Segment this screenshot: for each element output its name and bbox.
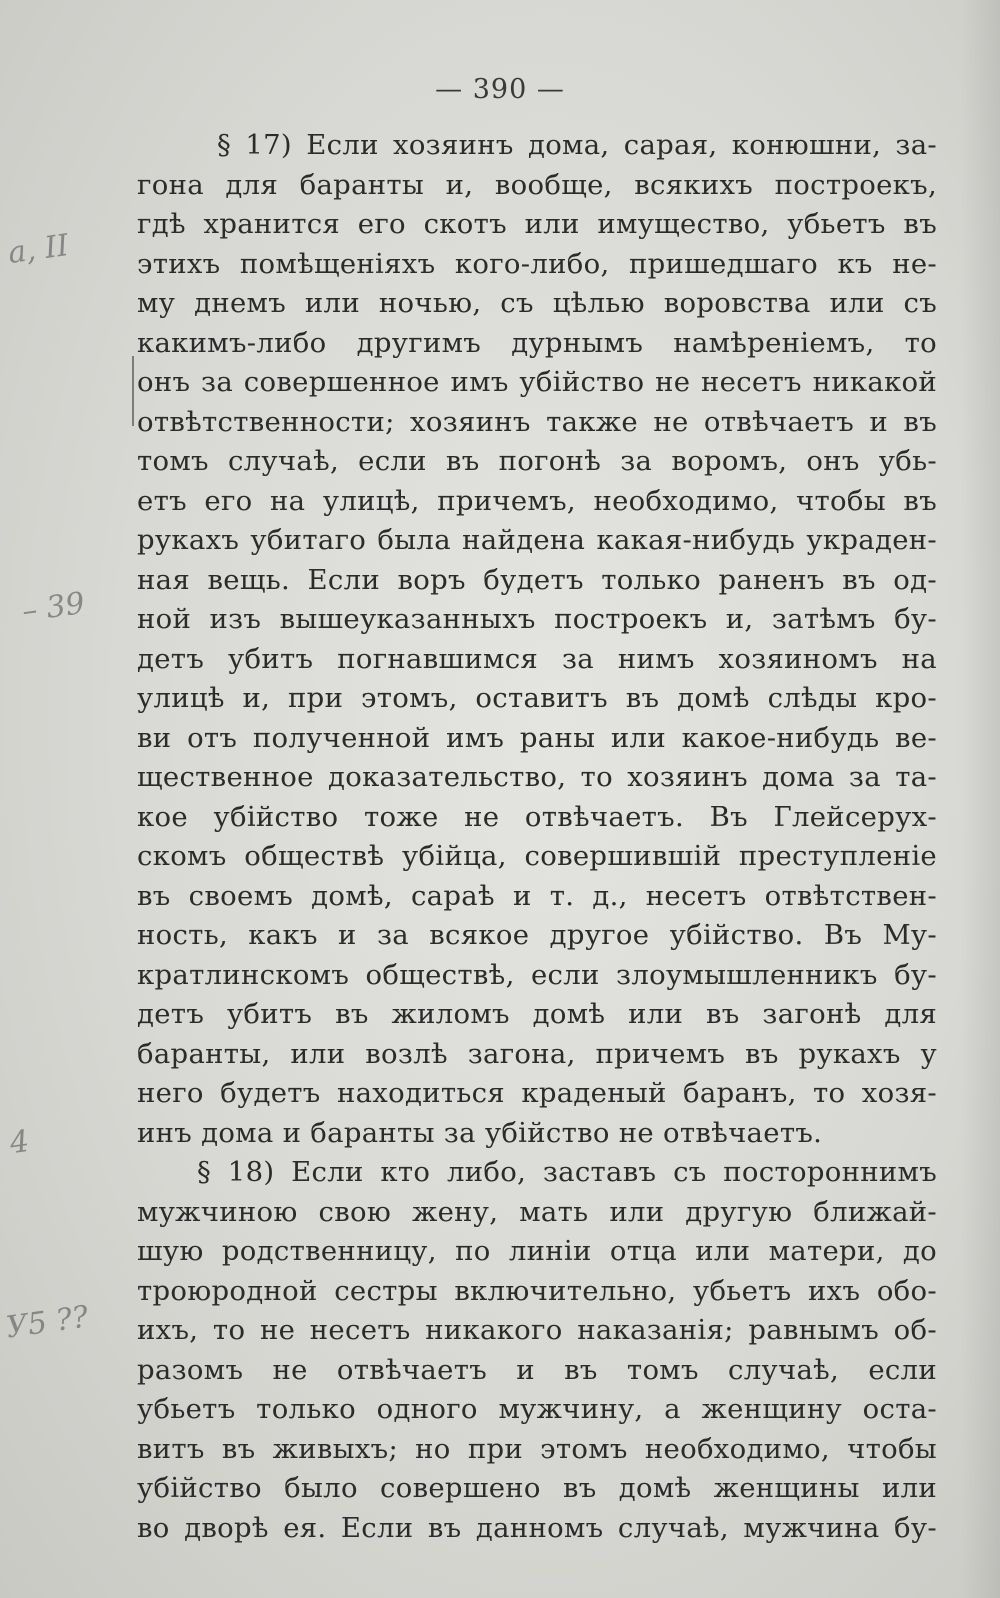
text-line: кое убійство тоже не отвѣчаетъ. Въ Глейсерух- — [137, 800, 937, 833]
margin-note-1: а, II — [5, 227, 71, 272]
text-line: ви отъ полученной имъ раны или какое-нибудь ве- — [137, 721, 937, 754]
text-line: гона для баранты и, вообще, всякихъ построекъ, — [137, 168, 937, 201]
text-line: етъ его на улицѣ, причемъ, необходимо, чтобы въ — [137, 484, 937, 517]
text-line: ной изъ вышеуказанныхъ построекъ и, затѣмъ бу- — [137, 603, 937, 635]
text-line: въ своемъ домѣ, сараѣ и т. д., несетъ отвѣтствен- — [137, 879, 937, 912]
text-line: ихъ, то не несетъ никакого наказанія; равнымъ об- — [137, 1314, 937, 1346]
text-line: улицѣ и, при этомъ, оставитъ въ домѣ слѣды кро- — [137, 682, 937, 714]
text-line: во дворѣ ея. Если въ данномъ случаѣ, мужчина бу- — [137, 1511, 937, 1544]
body-text — [137, 126, 937, 1548]
text-line: томъ случаѣ, если въ погонѣ за воромъ, онъ убь- — [137, 445, 937, 477]
margin-note-3: 4 — [7, 1123, 32, 1162]
page-number: — 390 — — [435, 74, 565, 105]
text-line: щественное доказательство, то хозяинъ дома за та- — [137, 761, 937, 793]
text-line: витъ въ живыхъ; но при этомъ необходимо, чтобы — [137, 1432, 937, 1465]
text-line: му днемъ или ночью, съ цѣлью воровства или съ — [137, 287, 937, 319]
text-line: отвѣтственности; хозяинъ также не отвѣчаетъ и въ — [137, 405, 937, 438]
text-line: мужчиною свою жену, мать или другую ближай- — [137, 1195, 937, 1228]
margin-note-2: – 39 — [19, 585, 87, 630]
text-line: этихъ помѣщеніяхъ кого-либо, пришедшаго къ не- — [137, 247, 937, 280]
text-line: разомъ не отвѣчаетъ и въ томъ случаѣ, если — [137, 1353, 937, 1386]
text-line: какимъ-либо другимъ дурнымъ намѣреніемъ, то — [137, 326, 937, 359]
text-line: детъ убитъ погнавшимся за нимъ хозяиномъ на — [137, 642, 937, 675]
text-line: гдѣ хранится его скотъ или имущество, убьетъ въ — [137, 208, 937, 240]
text-line: скомъ обществѣ убійца, совершившій преступленіе — [137, 840, 937, 872]
text-line: рукахъ убитаго была найдена какая-нибудь украден- — [137, 524, 937, 556]
text-line: троюродной сестры включительно, убьетъ ихъ обо- — [137, 1274, 937, 1307]
text-line: убьетъ только одного мужчину, а женщину оста- — [137, 1393, 937, 1425]
text-line: ная вещь. Если воръ будетъ только раненъ въ од- — [137, 563, 937, 596]
margin-note-4: У5 ?? — [3, 1299, 91, 1346]
text-line: баранты, или возлѣ загона, причемъ въ рукахъ у — [137, 1037, 937, 1070]
text-line: детъ убитъ въ жиломъ домѣ или въ загонѣ для — [137, 998, 937, 1030]
text-line: § 18) Если кто либо, заставъ съ постороннимъ — [197, 1156, 937, 1188]
text-line: инъ дома и баранты за убійство не отвѣчаетъ. — [137, 1116, 823, 1149]
text-line: § 17) Если хозяинъ дома, сарая, конюшни, за- — [217, 129, 937, 161]
margin-mark-bar — [132, 356, 134, 426]
text-line: убійство было совершено въ домѣ женщины или — [137, 1472, 937, 1504]
text-line: шую родственницу, по линіи отца или матери, до — [137, 1235, 937, 1267]
text-line: кратлинскомъ обществѣ, если злоумышленникъ бу- — [137, 958, 937, 991]
text-line: ность, какъ и за всякое другое убійство. Въ Му- — [137, 919, 937, 951]
text-line: него будетъ находиться краденый баранъ, то хозя- — [137, 1077, 937, 1109]
text-line: онъ за совершенное имъ убійство не несетъ никакой — [137, 366, 937, 398]
page-edge-shadow — [960, 0, 1000, 1598]
